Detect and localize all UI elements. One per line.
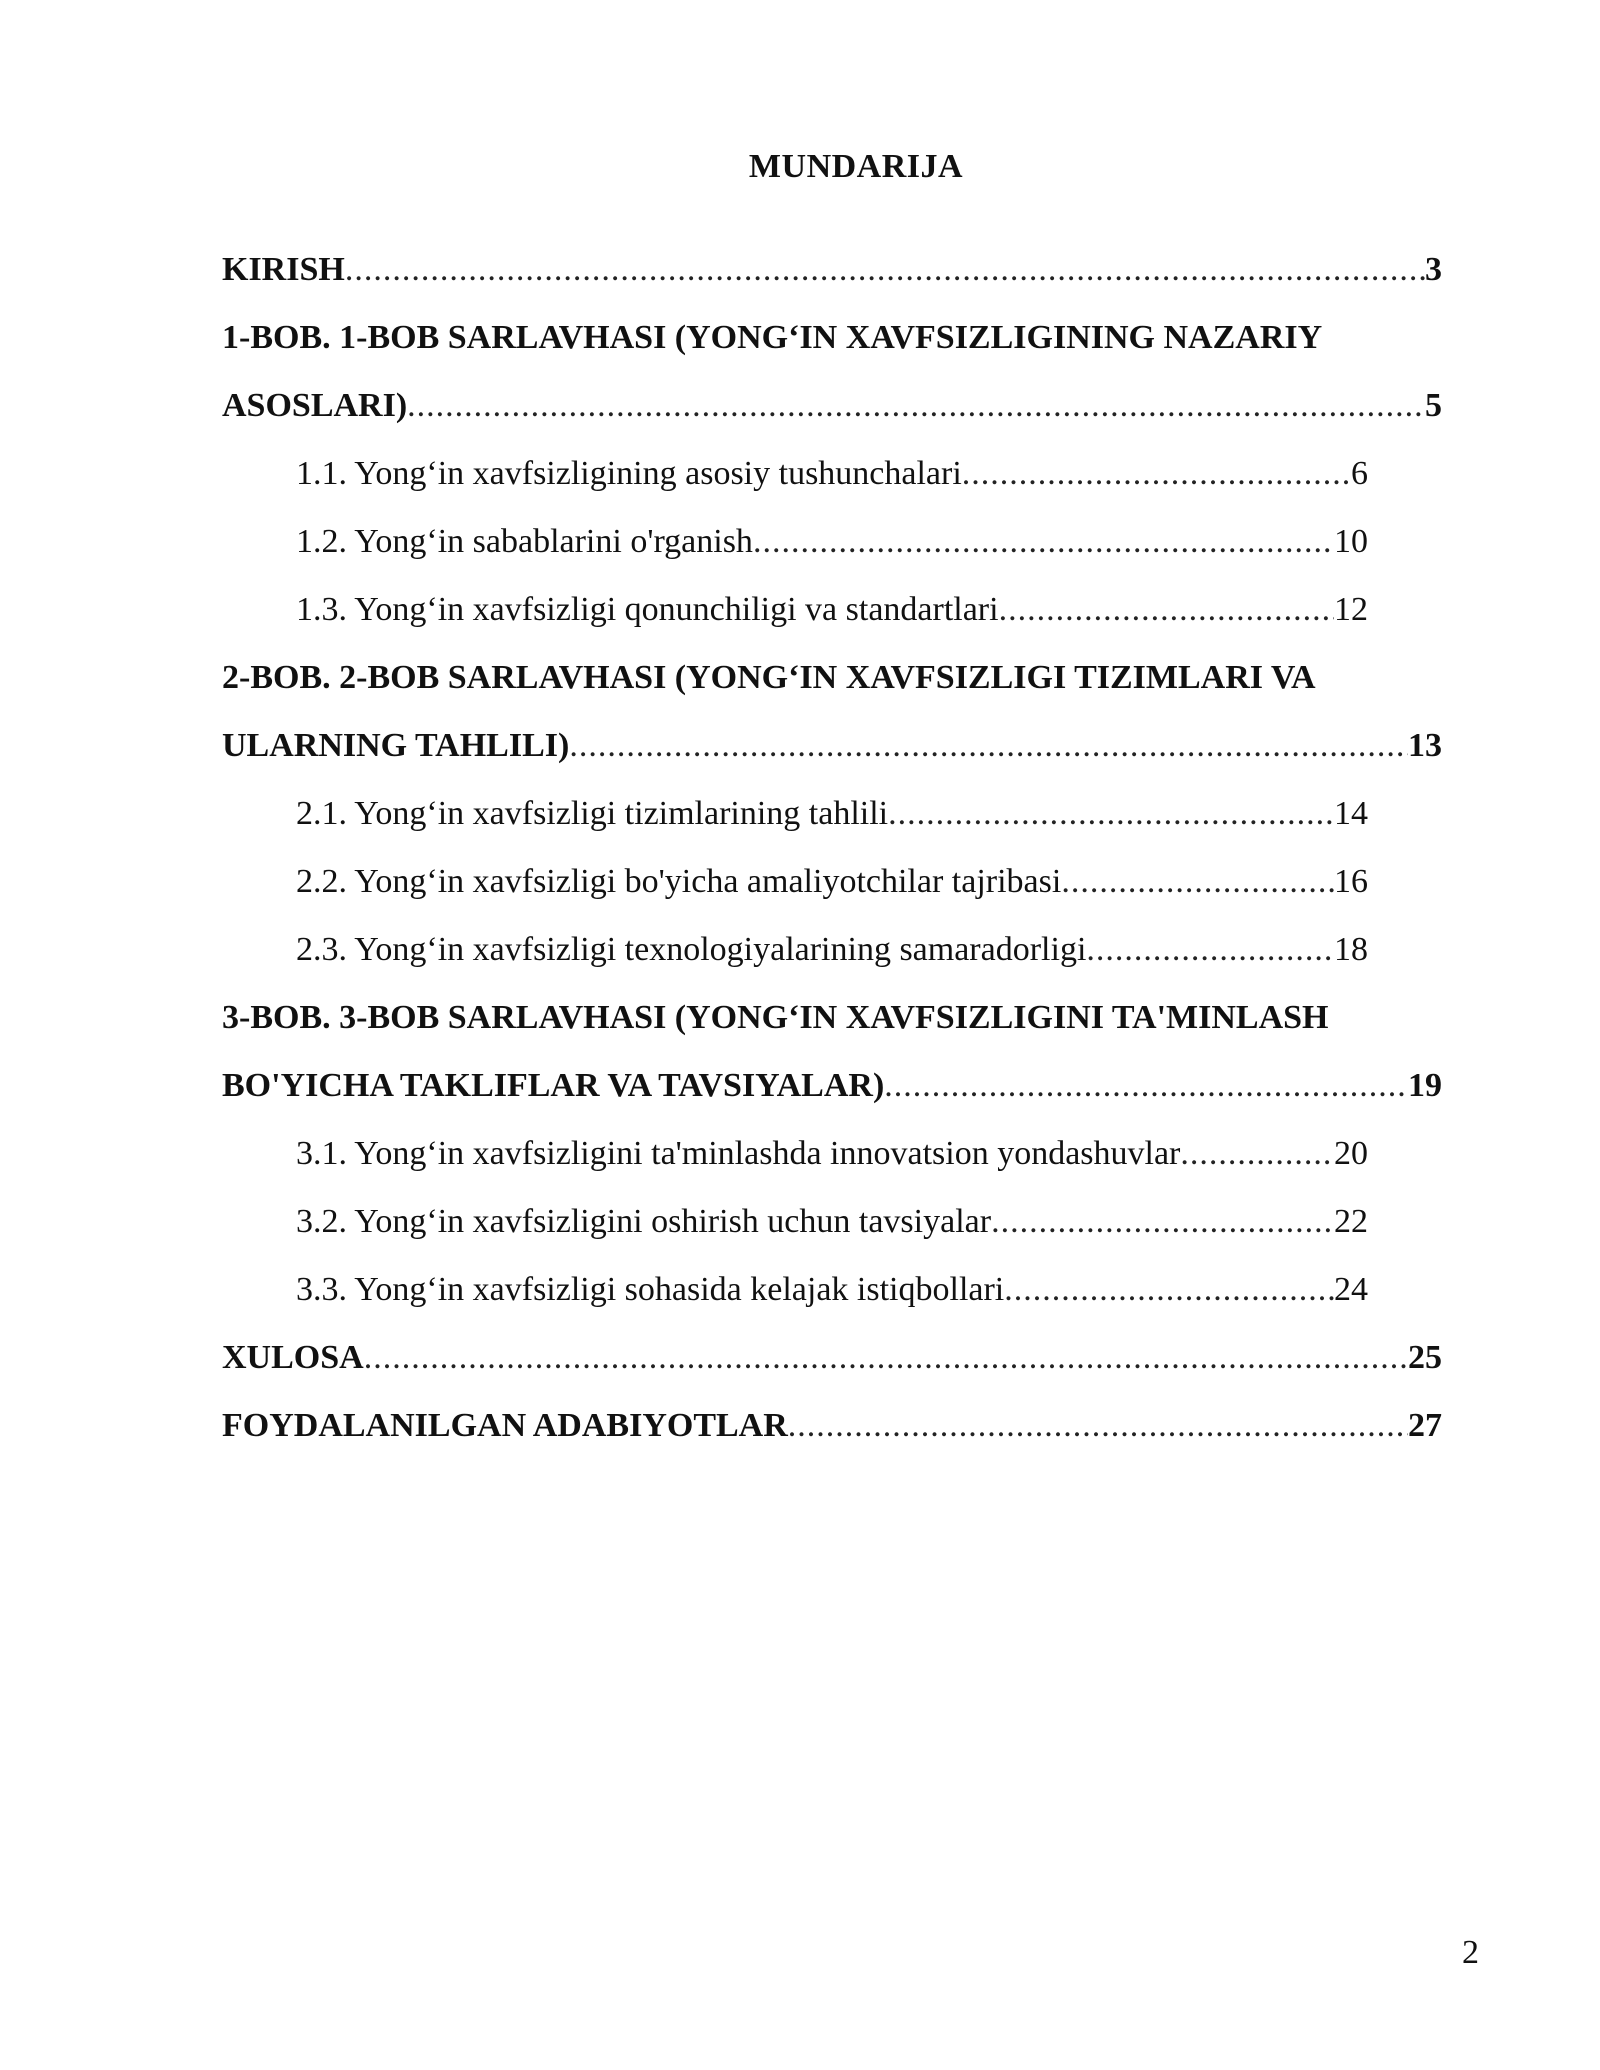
- toc-entry-page: 13: [1408, 727, 1442, 764]
- toc-entry-title: 1.1. Yong‘in xavfsizligining asosiy tushunchalari: [296, 455, 962, 492]
- toc-entry-title: FOYDALANILGAN ADABIYOTLAR: [222, 1407, 788, 1444]
- toc-entry-title: 1.2. Yong‘in sabablarini o'rganish: [296, 523, 753, 560]
- dot-leader: [1004, 1256, 1334, 1324]
- dot-leader: [1180, 1120, 1334, 1188]
- dot-leader: [569, 712, 1408, 780]
- dot-leader: [788, 1392, 1408, 1460]
- toc-entry-title: ASOSLARI): [222, 387, 408, 424]
- dot-leader: [345, 236, 1425, 304]
- toc-entry-page: 14: [1334, 795, 1368, 832]
- toc-entry-title: 3.3. Yong‘in xavfsizligi sohasida kelajak istiqbollari: [296, 1271, 1005, 1308]
- toc-entry-section-2-3[interactable]: [222, 916, 1368, 984]
- toc-entry-title: 1.3. Yong‘in xavfsizligi qonunchiligi va standartlari: [296, 591, 999, 628]
- toc-entry-section-1-3[interactable]: [222, 576, 1368, 644]
- toc-entry-section-3-1[interactable]: [222, 1120, 1368, 1188]
- toc-entry-title: 2.1. Yong‘in xavfsizligi tizimlarining tahlili: [296, 795, 889, 832]
- dot-leader: [999, 576, 1334, 644]
- toc-entry-page: 18: [1334, 931, 1368, 968]
- toc-entry-page: 10: [1334, 523, 1368, 560]
- dot-leader: [1086, 916, 1334, 984]
- toc-entry-title: XULOSA: [222, 1339, 364, 1376]
- toc-entry-intro[interactable]: [222, 236, 1442, 304]
- toc-entry-conclusion[interactable]: [222, 1324, 1442, 1392]
- table-of-contents: [222, 236, 1442, 1460]
- dot-leader: [1061, 848, 1334, 916]
- toc-entry-section-2-1[interactable]: [222, 780, 1368, 848]
- toc-entry-title: 2.2. Yong‘in xavfsizligi bo'yicha amaliyotchilar tajribasi: [296, 863, 1062, 900]
- toc-entry-page: 3: [1425, 251, 1442, 288]
- dot-leader: [962, 440, 1351, 508]
- toc-entry-page: 24: [1334, 1271, 1368, 1308]
- toc-entry-section-1-1[interactable]: [222, 440, 1368, 508]
- toc-entry-section-1-2[interactable]: [222, 508, 1368, 576]
- toc-entry-chapter-1[interactable]: [222, 372, 1442, 440]
- toc-entry-page: 19: [1408, 1067, 1442, 1104]
- toc-entry-page: 12: [1334, 591, 1368, 628]
- toc-entry-section-3-2[interactable]: [222, 1188, 1368, 1256]
- page-title: MUNDARIJA: [748, 148, 964, 185]
- toc-entry-title: KIRISH: [222, 251, 345, 288]
- toc-entry-page: 5: [1425, 387, 1442, 424]
- toc-entry-title: 2.3. Yong‘in xavfsizligi texnologiyalarining samaradorligi: [296, 931, 1087, 968]
- dot-leader: [407, 372, 1425, 440]
- toc-entry-page: 27: [1408, 1407, 1442, 1444]
- toc-entry-chapter-2[interactable]: [222, 712, 1442, 780]
- toc-entry-page: 22: [1334, 1203, 1368, 1240]
- toc-entry-title: 3.2. Yong‘in xavfsizligini oshirish uchun tavsiyalar: [296, 1203, 992, 1240]
- toc-entry-title: BO'YICHA TAKLIFLAR VA TAVSIYALAR): [222, 1067, 885, 1104]
- chapter-2-heading[interactable]: 2-BOB. 2-BOB SARLAVHASI (YONG‘IN XAVFSIZLIGI TIZIMLARI VA: [222, 659, 1316, 696]
- page-number: 2: [1462, 1934, 1479, 1971]
- dot-leader: [753, 508, 1334, 576]
- toc-entry-page: 16: [1334, 863, 1368, 900]
- toc-entry-references[interactable]: [222, 1392, 1442, 1460]
- toc-entry-chapter-3[interactable]: [222, 1052, 1442, 1120]
- chapter-3-heading[interactable]: 3-BOB. 3-BOB SARLAVHASI (YONG‘IN XAVFSIZLIGINI TA'MINLASH: [222, 999, 1329, 1036]
- dot-leader: [884, 1052, 1408, 1120]
- toc-entry-section-2-2[interactable]: [222, 848, 1368, 916]
- dot-leader: [991, 1188, 1334, 1256]
- toc-entry-page: 6: [1351, 455, 1368, 492]
- toc-entry-title: ULARNING TAHLILI): [222, 727, 570, 764]
- dot-leader: [364, 1324, 1408, 1392]
- toc-entry-title: 3.1. Yong‘in xavfsizligini ta'minlashda innovatsion yondashuvlar: [296, 1135, 1181, 1172]
- chapter-1-heading[interactable]: 1-BOB. 1-BOB SARLAVHASI (YONG‘IN XAVFSIZLIGINING NAZARIY: [222, 319, 1323, 356]
- dot-leader: [888, 780, 1334, 848]
- toc-entry-page: 20: [1334, 1135, 1368, 1172]
- toc-entry-page: 25: [1408, 1339, 1442, 1376]
- toc-entry-section-3-3[interactable]: [222, 1256, 1368, 1324]
